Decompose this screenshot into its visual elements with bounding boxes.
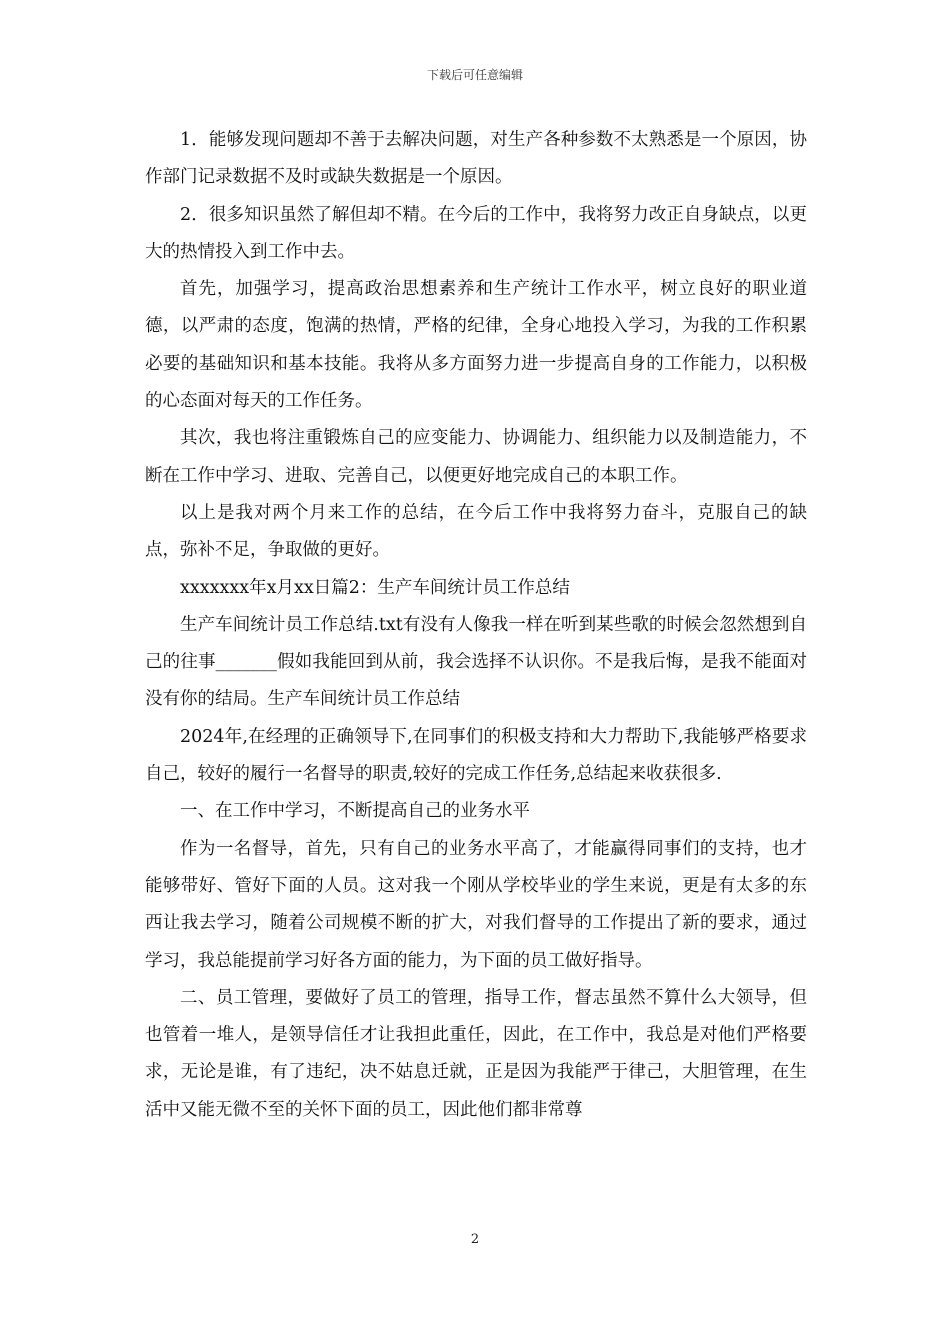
paragraph: 其次，我也将注重锻炼自己的应变能力、协调能力、组织能力以及制造能力，不断在工作中学习、进取、完善自己，以便更好地完成自己的本职工作。	[145, 428, 807, 486]
paragraph: 首先，加强学习，提高政治思想素养和生产统计工作水平，树立良好的职业道德，以严肃的态度，饱满的热情，严格的纪律，全身心地投入学习，为我的工作积累必要的基础知识和基本技能。我将从多方面努力进一步提高自身的工作能力，以积极的心态面对每天的工作任务。	[145, 279, 807, 412]
page-header: 下载后可任意编辑	[426, 68, 523, 82]
paragraph: 以上是我对两个月来工作的总结，在今后工作中我将努力奋斗，克服自己的缺点，弥补不足，争取做的更好。	[145, 502, 807, 561]
document-body	[145, 122, 807, 1129]
paragraph: 生产车间统计员工作总结.txt有没有人像我一样在听到某些歌的时候会忽然想到自己的往事_______假如我能回到从前，我会选择不认识你。不是我后悔，是我不能面对没有你的结局。生产车间统计员工作总结	[145, 614, 807, 710]
paragraph: 2．很多知识虽然了解但却不精。在今后的工作中，我将努力改正自身缺点，以更大的热情投入到工作中去。	[145, 204, 807, 262]
section-heading: xxxxxxx年x月xx日篇2：生产车间统计员工作总结	[180, 577, 570, 598]
paragraph: 1．能够发现问题却不善于去解决问题，对生产各种参数不太熟悉是一个原因，协作部门记录数据不及时或缺失数据是一个原因。	[145, 130, 807, 188]
page-number: 2	[470, 1232, 480, 1247]
paragraph: 2024年,在经理的正确领导下,在同事们的积极支持和大力帮助下,我能够严格要求自己，较好的履行一名督导的职责,较好的完成工作任务,总结起来收获很多.	[145, 726, 807, 785]
paragraph: 作为一名督导，首先，只有自己的业务水平高了，才能赢得同事们的支持，也才能够带好、管好下面的人员。这对我一个刚从学校毕业的学生来说，更是有太多的东西让我去学习，随着公司规模不断的扩大，对我们督导的工作提出了新的要求，通过学习，我总能提前学习好各方面的能力，为下面的员工做好指导。	[145, 838, 807, 971]
section-heading: 一、在工作中学习，不断提高自己的业务水平	[180, 801, 530, 822]
paragraph: 二、员工管理，要做好了员工的管理，指导工作，督志虽然不算什么大领导，但也管着一堆人，是领导信任才让我担此重任，因此，在工作中，我总是对他们严格要求，无论是谁，有了违纪，决不姑息迁就，正是因为我能严于律己，大胆管理，在生活中又能无微不至的关怀下面的员工，因此他们都非常尊	[145, 987, 807, 1120]
